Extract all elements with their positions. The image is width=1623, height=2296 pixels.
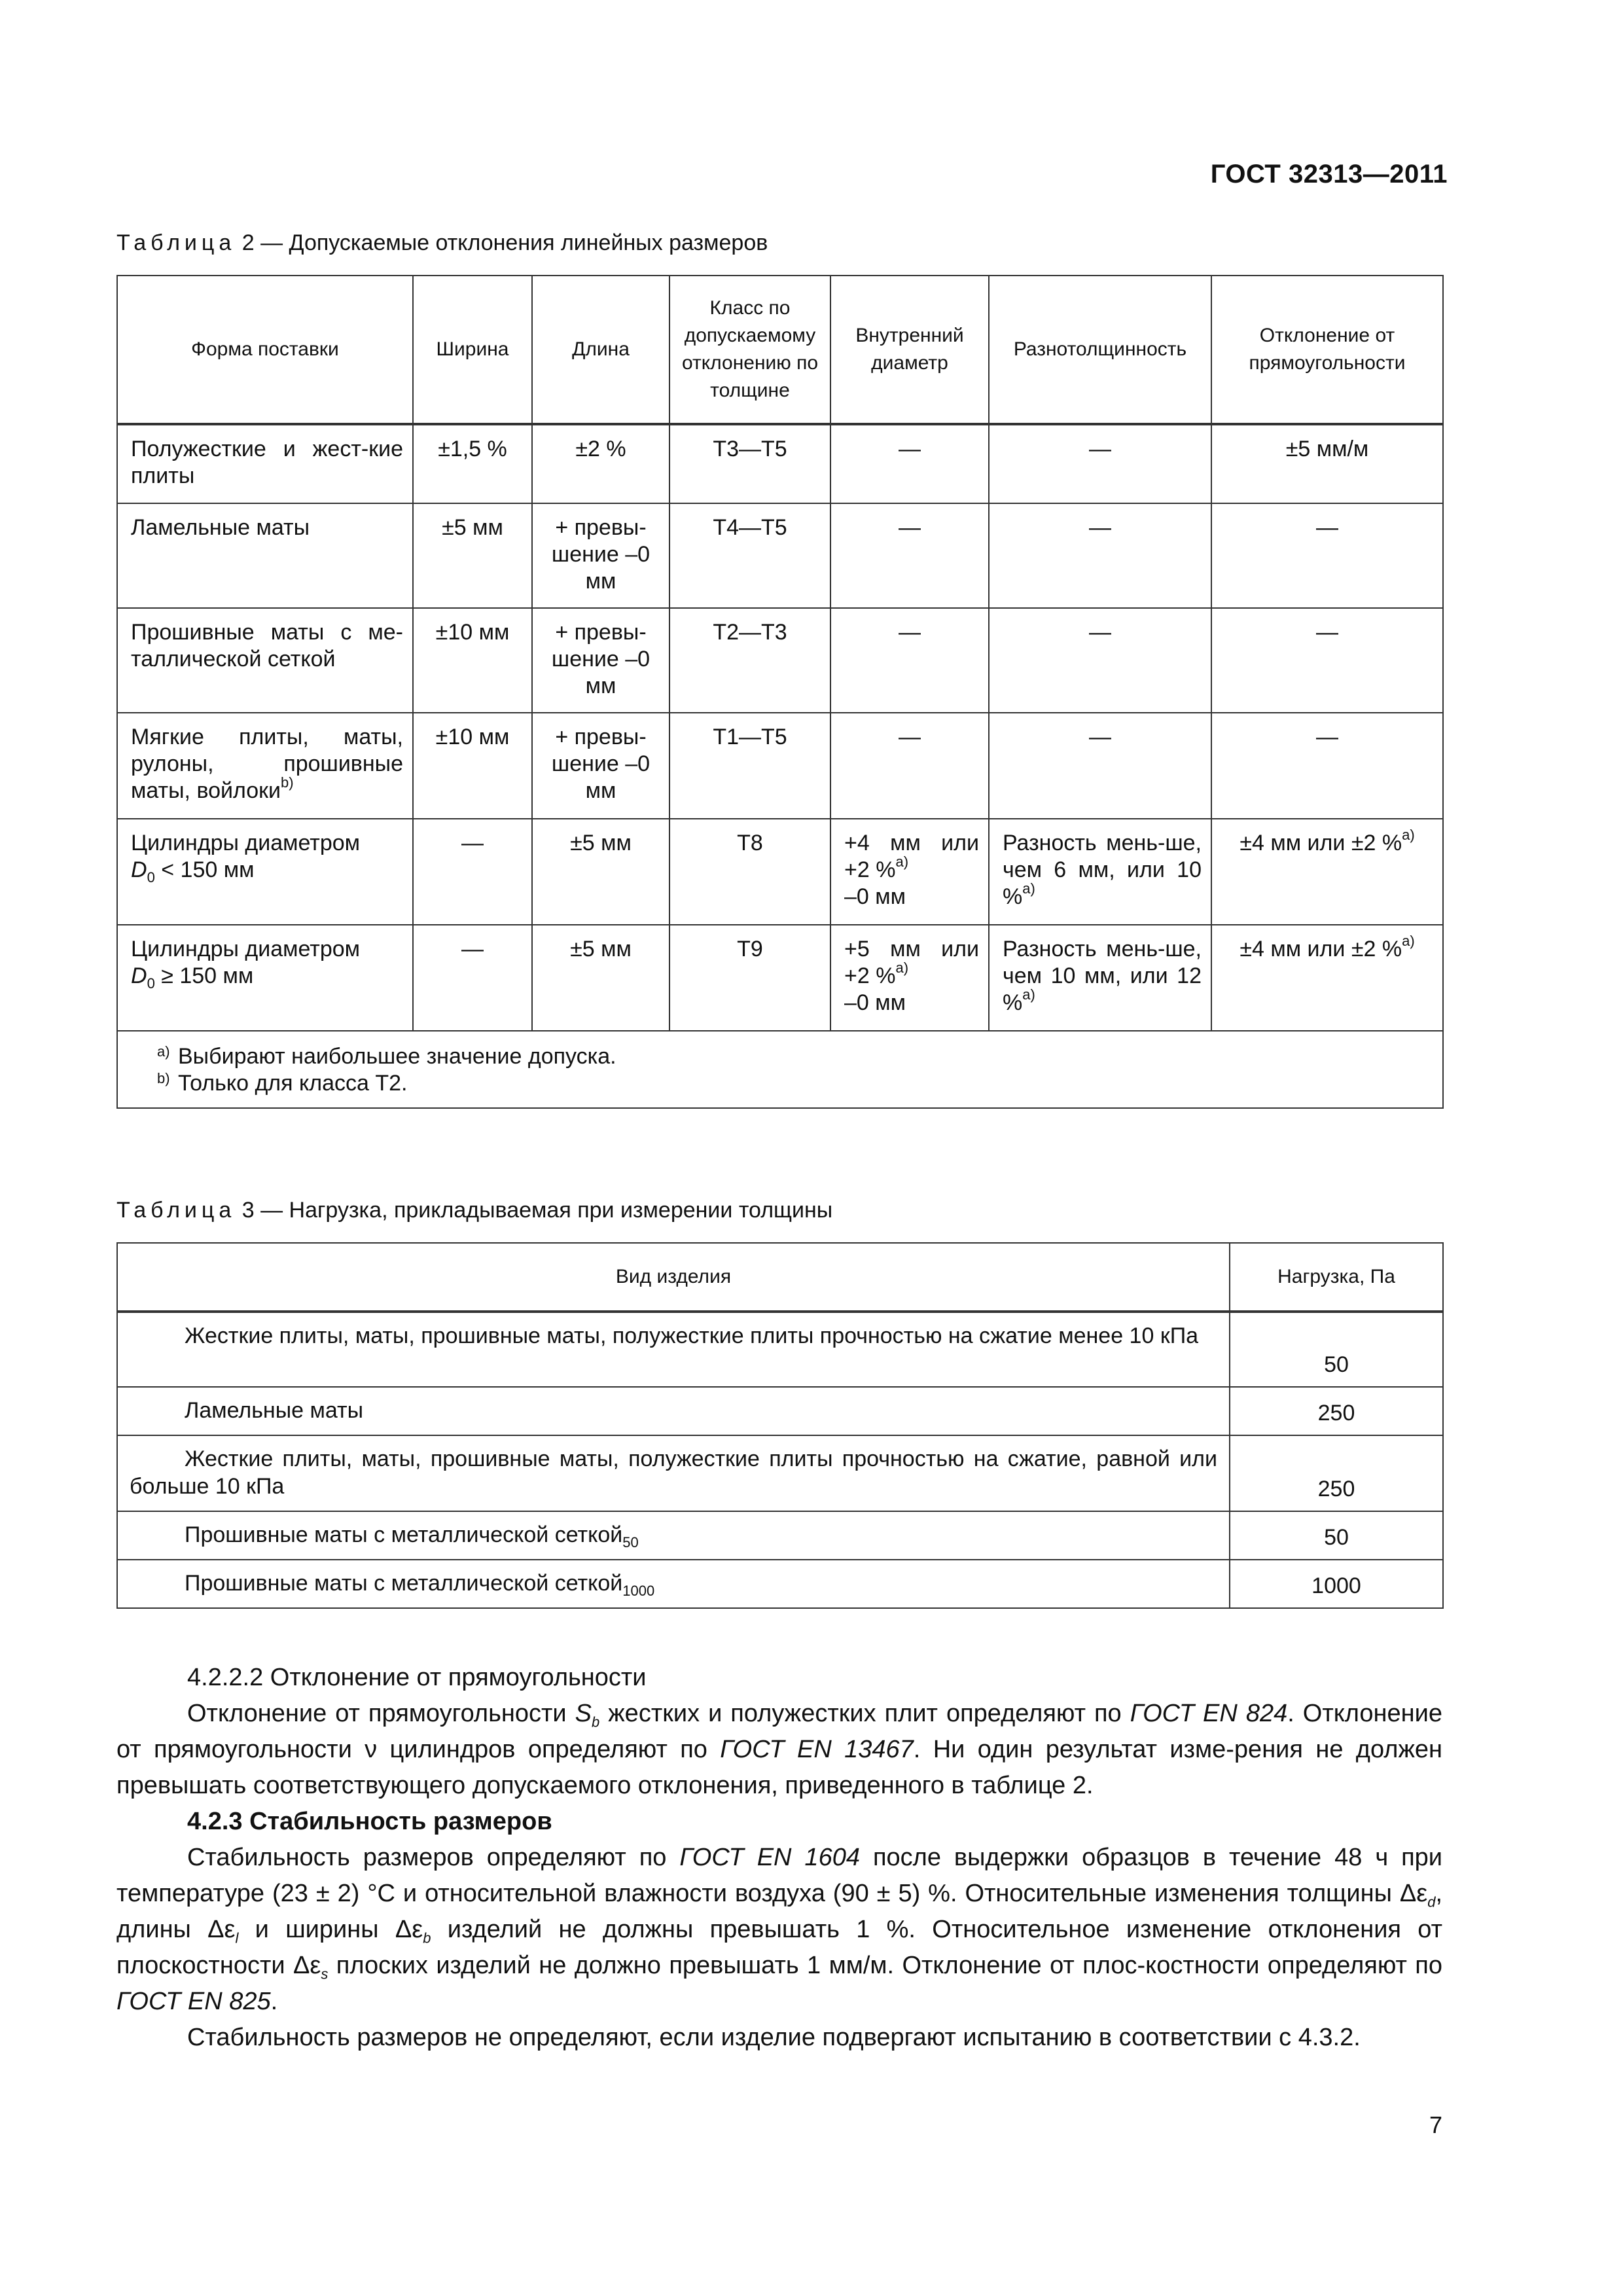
column-header: Форма поставки (117, 276, 413, 423)
cell-length: + превы-шение –0 мм (532, 713, 669, 819)
tolerances-table (116, 275, 1444, 1109)
cell-thickness: — (989, 713, 1211, 819)
paragraph (116, 1696, 1442, 1804)
footnote-text: Только для класса Т2. (178, 1071, 408, 1096)
cell-inner (830, 819, 989, 925)
cell-product: Ламельные маты (117, 1387, 1230, 1435)
cell-form: Ламельные маты (117, 503, 413, 608)
cell-inner: — (830, 713, 989, 819)
cell-length: ±5 мм (532, 925, 669, 1031)
cell-class: Т3—Т5 (669, 425, 830, 503)
section-heading: 4.2.2.2 Отклонение от прямоугольности (187, 1664, 647, 1691)
table-row (117, 608, 1443, 713)
variable-subscript: s (321, 1965, 329, 1982)
text-run: плоских изделий не должно превышать 1 мм/м. Отклонение от плос-костности определяют по (328, 1952, 1442, 1979)
cell-length: ±5 мм (532, 819, 669, 925)
text-run: . Отклонение от прямоугольности ν цилиндров определяют по (116, 1700, 1443, 1763)
cell-thickness (989, 925, 1211, 1031)
footnote-ref: a) (1402, 932, 1415, 949)
standard-reference: ГОСТ EN 1604 (679, 1844, 860, 1871)
cell-load: 50 (1230, 1511, 1443, 1560)
cell-rect (1211, 819, 1443, 925)
cell-product (117, 1511, 1230, 1560)
product-subscript: 50 (622, 1534, 639, 1551)
inner-text: +4 мм или +2 % (844, 831, 979, 882)
cell-width: — (413, 925, 532, 1031)
footnote-ref: a) (1402, 826, 1415, 843)
paragraph: Стабильность размеров не определяют, если изделие подвергают испытанию в соответствии с 4.3.2. (187, 2024, 1361, 2051)
footnote-ref: a) (895, 959, 909, 976)
load-table (116, 1242, 1444, 1609)
cell-class: Т1—Т5 (669, 713, 830, 819)
cell-class: Т9 (669, 925, 830, 1031)
cell-rect: — (1211, 608, 1443, 713)
rect-text: ±4 мм или ±2 % (1240, 937, 1402, 961)
cell-class: Т8 (669, 819, 830, 925)
cell-length: + превы-шение –0 мм (532, 503, 669, 608)
column-header: Вид изделия (117, 1243, 1230, 1311)
column-header: Отклонение от прямоугольности (1211, 276, 1443, 423)
text-run: . (270, 1988, 278, 2015)
cell-form (117, 819, 413, 925)
text-run: . Ни один результат изме-рения не должен превышать соответствующего допускаемого отклонения, приведенного в таблице 2. (116, 1736, 1442, 1799)
cell-rect (1211, 925, 1443, 1031)
cell-width: ±10 мм (413, 713, 532, 819)
form-text: Мягкие плиты, маты, рулоны, прошивные маты, войлоки (131, 725, 403, 803)
cell-form: Полужесткие и жест-кие плиты (117, 425, 413, 503)
variable-subscript: d (1427, 1893, 1436, 1910)
cell-thickness: — (989, 425, 1211, 503)
table-row (117, 1387, 1443, 1435)
footnote-ref: b) (281, 774, 294, 791)
cell-width: — (413, 819, 532, 925)
cell-inner: — (830, 608, 989, 713)
text-run: и ширины Δε (238, 1916, 423, 1943)
table-row (117, 1312, 1443, 1387)
table-row (117, 925, 1443, 1031)
cell-form (117, 925, 413, 1031)
cell-load: 250 (1230, 1387, 1443, 1435)
text-run: Отклонение от прямоугольности (187, 1700, 575, 1727)
footnote-ref: a) (1022, 986, 1035, 1003)
cell-width: ±10 мм (413, 608, 532, 713)
column-header: Нагрузка, Па (1230, 1243, 1443, 1311)
variable-subscript: b (592, 1713, 600, 1731)
table-row (117, 425, 1443, 503)
cell-product: Жесткие плиты, маты, прошивные маты, полужесткие плиты прочностью на сжатие менее 10 кПа (117, 1312, 1230, 1387)
table-header-row (117, 276, 1443, 423)
table-word: Таблица (116, 230, 236, 255)
diameter-symbol: D (131, 857, 147, 882)
column-header: Разнотолщинность (989, 276, 1211, 423)
column-header: Внутренний диаметр (830, 276, 989, 423)
cell-rect: — (1211, 713, 1443, 819)
cell-inner: — (830, 503, 989, 608)
table-row (117, 1511, 1443, 1560)
cell-inner (830, 925, 989, 1031)
footnote-ref: a) (895, 853, 909, 870)
column-header: Класс по допускаемому отклонению по толщине (669, 276, 830, 423)
footnote-text: Выбирают наибольшее значение допуска. (178, 1044, 616, 1069)
page-number: 7 (1429, 2111, 1442, 2138)
section-heading: 4.2.3 Стабильность размеров (187, 1808, 552, 1835)
footnote-mark: a) (157, 1043, 170, 1060)
text-run: изделий не должны превышать 1 %. Относительное изменение отклонения от плоскостности Δε (116, 1916, 1442, 1979)
inner-text: –0 мм (844, 990, 906, 1015)
form-text: < 150 мм (154, 857, 255, 882)
form-text: ≥ 150 мм (154, 963, 254, 988)
cell-length: + превы-шение –0 мм (532, 608, 669, 713)
cell-product (117, 1560, 1230, 1608)
footnote (157, 1070, 1429, 1097)
product-subscript: 1000 (622, 1582, 655, 1599)
cell-rect: — (1211, 503, 1443, 608)
text-run: после выдержки образцов в течение 48 ч при температуре (23 ± 2) °С и относительной влажности воздуха (90 ± 5) %. Относительные изменения толщины Δε (116, 1844, 1443, 1907)
column-header: Длина (532, 276, 669, 423)
body-text (116, 1660, 1442, 2056)
cell-rect: ±5 мм/м (1211, 425, 1443, 503)
thickness-text: Разность мень-ше, чем 6 мм, или 10 % (1003, 831, 1202, 909)
table2-caption (116, 230, 768, 256)
table-row (117, 1560, 1443, 1608)
diameter-subscript: 0 (147, 869, 155, 886)
inner-text: –0 мм (844, 884, 906, 909)
text-run: Стабильность размеров определяют по (187, 1844, 680, 1871)
table-word: Таблица (116, 1198, 236, 1223)
footnotes-row (117, 1031, 1443, 1108)
cell-inner: — (830, 425, 989, 503)
cell-class: Т4—Т5 (669, 503, 830, 608)
table-header-row (117, 1243, 1443, 1311)
column-header: Ширина (413, 276, 532, 423)
variable-subscript: b (423, 1929, 431, 1946)
diameter-subscript: 0 (147, 975, 155, 992)
standard-reference: ГОСТ EN 13467 (720, 1736, 914, 1763)
variable-symbol: S (575, 1700, 592, 1727)
cell-length: ±2 % (532, 425, 669, 503)
cell-form (117, 713, 413, 819)
cell-load: 250 (1230, 1435, 1443, 1511)
cell-width: ±1,5 % (413, 425, 532, 503)
diameter-symbol: D (131, 963, 147, 988)
inner-text: +5 мм или +2 % (844, 937, 979, 988)
cell-width: ±5 мм (413, 503, 532, 608)
text-run: , длины Δε (116, 1880, 1442, 1943)
table3-caption (116, 1198, 832, 1223)
document-id: ГОСТ 32313—2011 (1210, 160, 1448, 188)
table-row (117, 713, 1443, 819)
thickness-text: Разность мень-ше, чем 10 мм, или 12 % (1003, 937, 1202, 1015)
footnote-ref: a) (1022, 880, 1035, 897)
cell-load: 50 (1230, 1312, 1443, 1387)
standard-reference: ГОСТ EN 825 (116, 1988, 271, 2015)
standard-reference: ГОСТ EN 824 (1130, 1700, 1288, 1727)
cell-class: Т2—Т3 (669, 608, 830, 713)
form-text: Цилиндры диаметром (131, 831, 361, 855)
caption-text: 2 — Допускаемые отклонения линейных размеров (236, 230, 768, 255)
paragraph (116, 1840, 1442, 2020)
caption-text: 3 — Нагрузка, прикладываемая при измерении толщины (236, 1198, 833, 1223)
product-text: Прошивные маты с металлической сеткой (185, 1571, 623, 1596)
cell-thickness: — (989, 608, 1211, 713)
footnote-mark: b) (157, 1070, 170, 1086)
variable-subscript: l (235, 1929, 239, 1946)
form-text: Цилиндры диаметром (131, 937, 361, 961)
table-row (117, 819, 1443, 925)
cell-thickness: — (989, 503, 1211, 608)
footnotes (117, 1031, 1443, 1108)
cell-form: Прошивные маты с ме-таллической сеткой (117, 608, 413, 713)
rect-text: ±4 мм или ±2 % (1240, 831, 1402, 855)
cell-load: 1000 (1230, 1560, 1443, 1608)
footnote (157, 1043, 1429, 1070)
cell-thickness (989, 819, 1211, 925)
product-text: Прошивные маты с металлической сеткой (185, 1522, 623, 1547)
cell-product: Жесткие плиты, маты, прошивные маты, полужесткие плиты прочностью на сжатие, равной или больше 10 кПа (117, 1435, 1230, 1511)
table-row (117, 503, 1443, 608)
table-row (117, 1435, 1443, 1511)
text-run: жестких и полужестких плит определяют по (599, 1700, 1130, 1727)
